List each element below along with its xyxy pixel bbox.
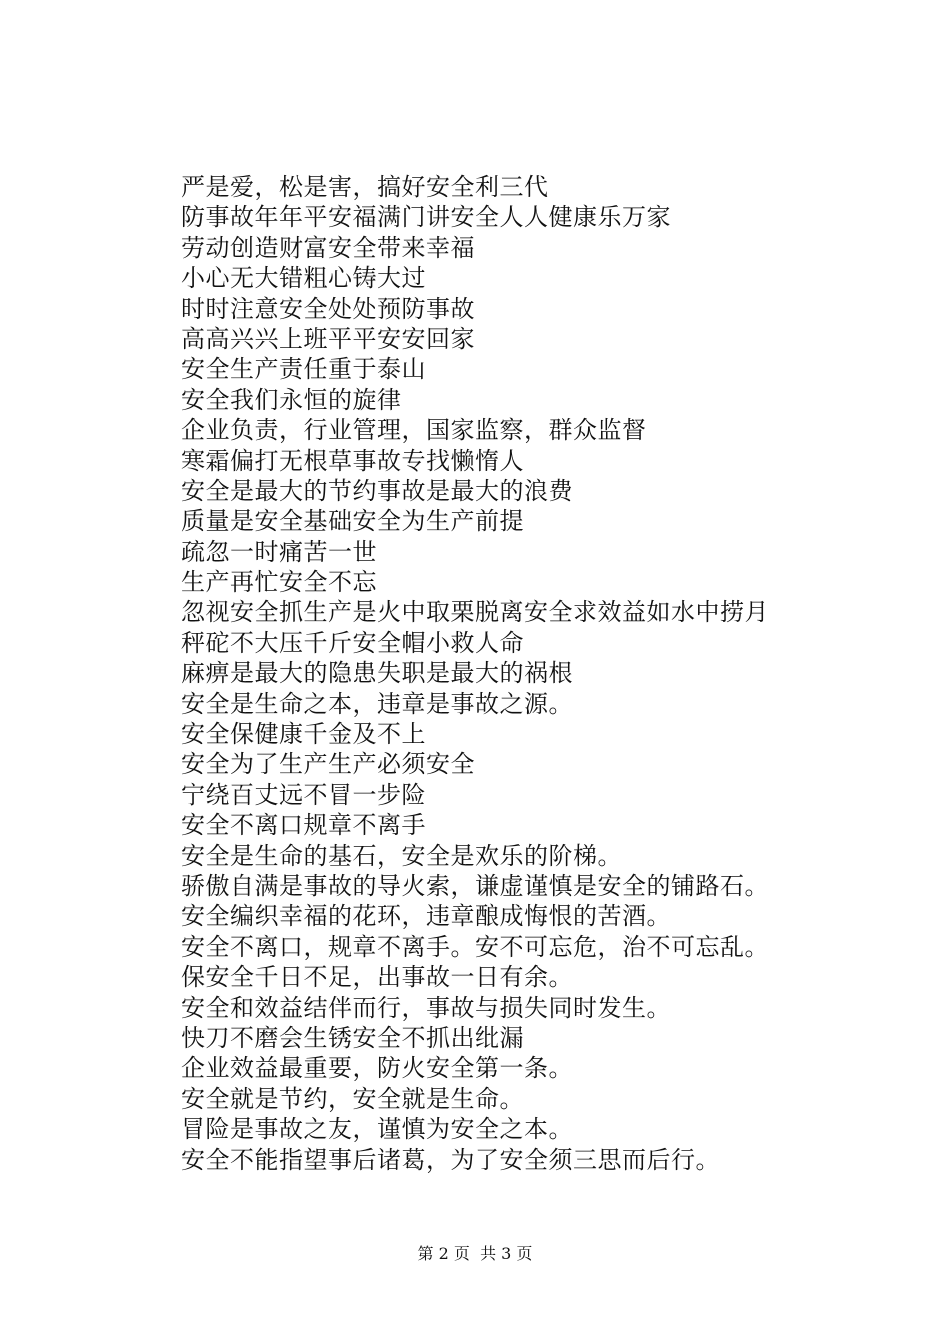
text-line: 麻痹是最大的隐患失职是最大的祸根 (181, 659, 573, 688)
page-number-footer: 第 2 页 共 3 页 (417, 1244, 533, 1263)
text-line: 劳动创造财富安全带来幸福 (181, 233, 475, 262)
text-line: 快刀不磨会生锈安全不抓出纰漏 (181, 1023, 524, 1052)
text-line: 时时注意安全处处预防事故 (181, 294, 475, 323)
text-line: 质量是安全基础安全为生产前提 (181, 507, 524, 536)
text-line: 安全生产责任重于泰山 (181, 355, 426, 384)
text-line: 安全和效益结伴而行，事故与损失同时发生。 (181, 993, 671, 1022)
text-line: 高高兴兴上班平平安安回家 (181, 324, 475, 353)
text-line: 企业效益最重要，防火安全第一条。 (181, 1054, 573, 1083)
text-line: 安全是最大的节约事故是最大的浪费 (181, 476, 573, 505)
text-line: 严是爱，松是害，搞好安全利三代 (181, 173, 549, 201)
text-line: 冒险是事故之友，谨慎为安全之本。 (181, 1115, 573, 1144)
text-line: 安全我们永恒的旋律 (181, 385, 402, 414)
text-line: 安全为了生产生产必须安全 (181, 750, 475, 779)
text-line: 安全是生命之本，违章是事故之源。 (181, 689, 573, 718)
text-line: 小心无大错粗心铸大过 (181, 264, 426, 293)
document-body (181, 172, 881, 1175)
text-line: 安全保健康千金及不上 (181, 720, 426, 749)
text-line: 忽视安全抓生产是火中取栗脱离安全求效益如水中捞月 (181, 598, 769, 627)
text-line: 疏忽一时痛苦一世 (181, 537, 377, 566)
text-line: 宁绕百丈远不冒一步险 (181, 780, 426, 809)
text-line: 安全不离口规章不离手 (181, 811, 426, 840)
text-line: 安全就是节约，安全就是生命。 (181, 1084, 524, 1113)
text-line: 安全是生命的基石，安全是欢乐的阶梯。 (181, 841, 622, 870)
text-line: 企业负责，行业管理，国家监察，群众监督 (181, 416, 647, 445)
text-line: 保安全千日不足，出事故一日有余。 (181, 963, 573, 992)
text-line: 寒霜偏打无根草事故专找懒惰人 (181, 446, 524, 475)
text-line: 秤砣不大压千斤安全帽小救人命 (181, 628, 524, 657)
text-line: 安全编织幸福的花环，违章酿成悔恨的苦酒。 (181, 902, 671, 931)
text-line: 安全不离口，规章不离手。安不可忘危，治不可忘乱。 (181, 932, 769, 961)
text-line: 生产再忙安全不忘 (181, 568, 377, 597)
text-line: 安全不能指望事后诸葛，为了安全须三思而后行。 (181, 1145, 720, 1174)
text-line: 骄傲自满是事故的导火索，谦虚谨慎是安全的铺路石。 (181, 871, 769, 900)
text-line: 防事故年年平安福满门讲安全人人健康乐万家 (181, 203, 671, 232)
